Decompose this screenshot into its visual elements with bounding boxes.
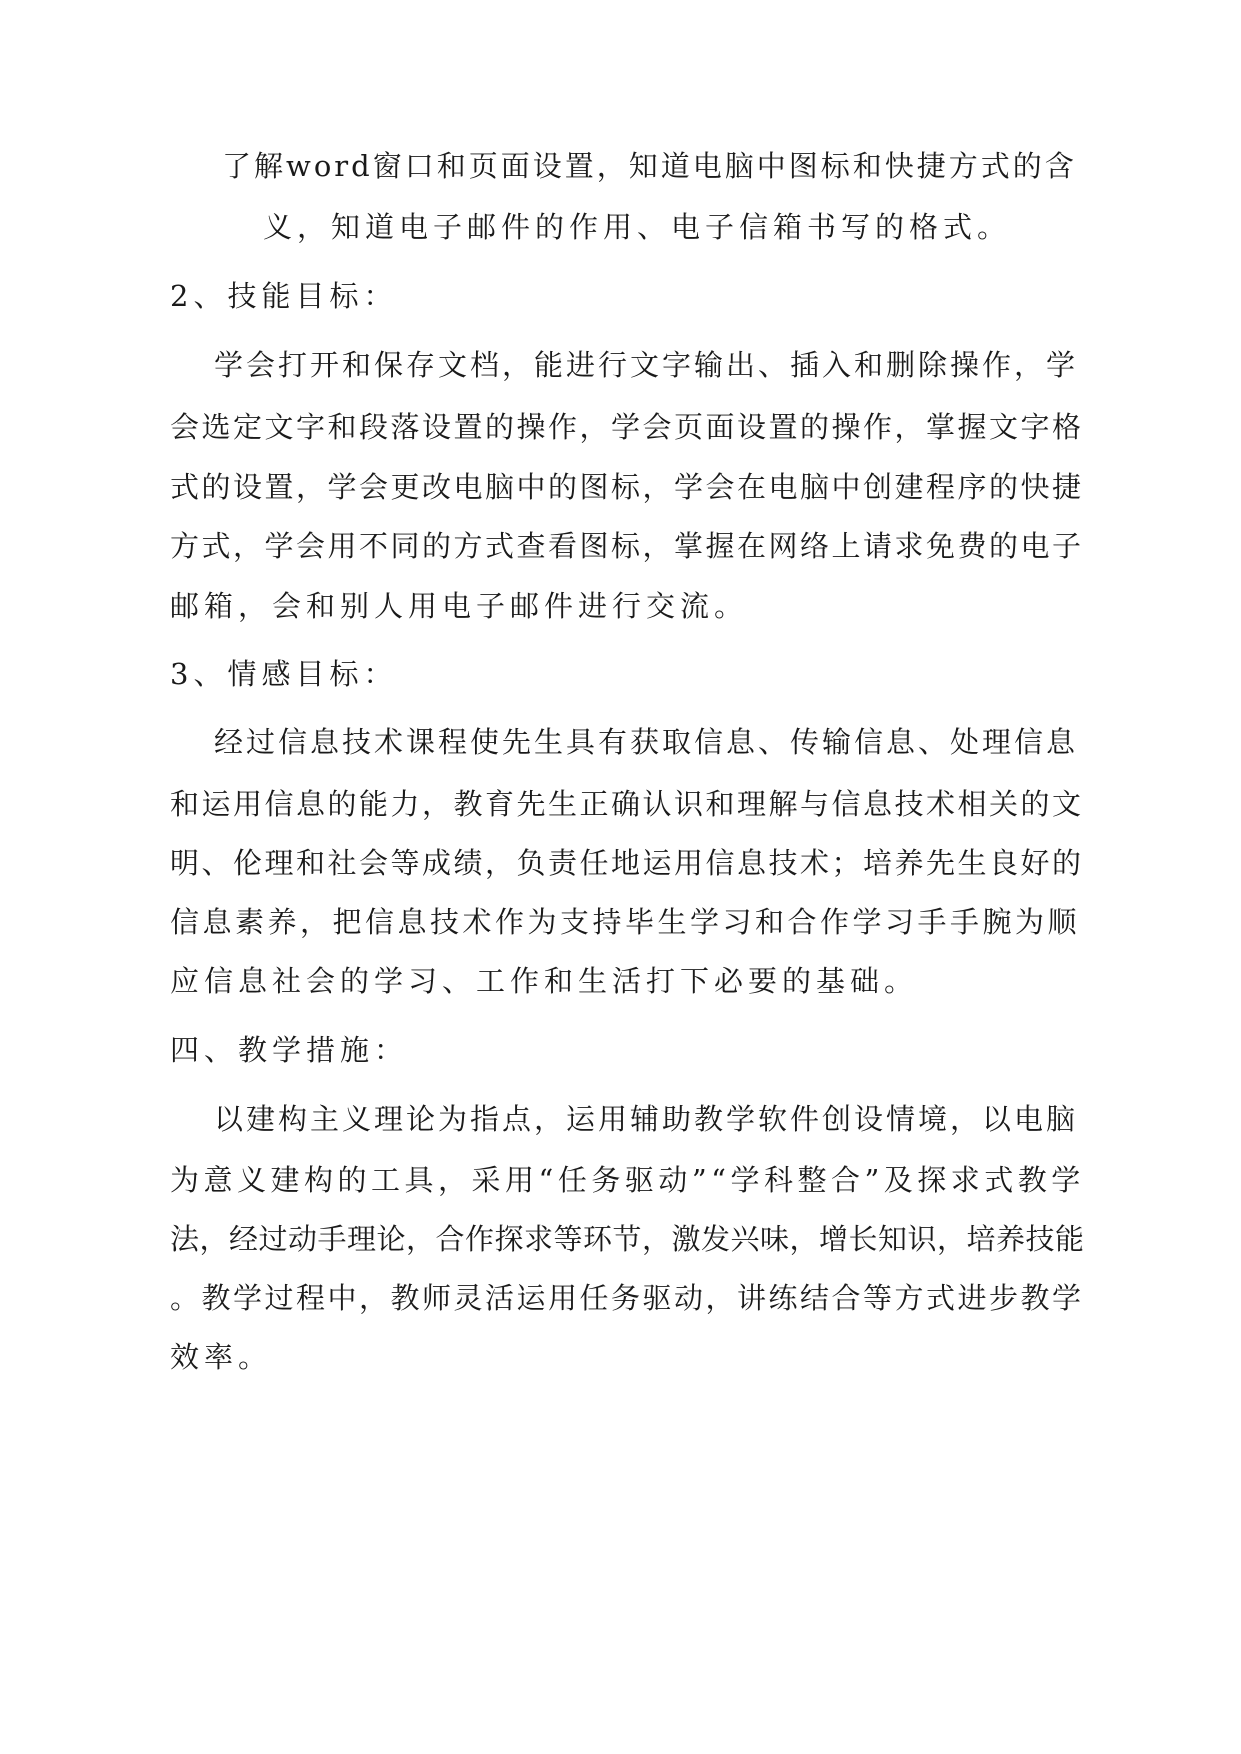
paragraph-line: 方式，学会用不同的方式查看图标，掌握在网络上请求免费的电子 [170, 529, 1084, 563]
paragraph-line: 义，知道电子邮件的作用、电子信箱书写的格式。 [263, 210, 1012, 244]
paragraph-line: 了解word窗口和页面设置，知道电脑中图标和快捷方式的含 [222, 149, 1077, 183]
section-heading: 2、技能目标： [170, 279, 398, 313]
paragraph-line: 为意义建构的工具，采用“任务驱动”“学科整合”及探求式教学 [170, 1163, 1085, 1197]
paragraph-line: 。教学过程中，教师灵活运用任务驱动，讲练结合等方式进步教学 [170, 1281, 1084, 1315]
paragraph-line: 法，经过动手理论，合作探求等环节，激发兴味，增长知识，培养技能 [170, 1222, 1085, 1256]
paragraph-line: 邮箱，会和别人用电子邮件进行交流。 [170, 589, 749, 623]
section-heading: 四、教学措施： [170, 1033, 409, 1067]
paragraph-line: 效率。 [170, 1340, 273, 1374]
paragraph-line: 式的设置，学会更改电脑中的图标，学会在电脑中创建程序的快捷 [170, 470, 1084, 504]
paragraph-line: 和运用信息的能力，教育先生正确认识和理解与信息技术相关的文 [170, 787, 1084, 821]
paragraph-line: 学会打开和保存文档，能进行文字输出、插入和删除操作，学 [214, 348, 1079, 382]
paragraph-line: 信息素养，把信息技术作为支持毕生学习和合作学习手手腕为顺 [170, 905, 1081, 939]
paragraph-line: 明、伦理和社会等成绩，负责任地运用信息技术；培养先生良好的 [170, 846, 1084, 880]
section-heading: 3、情感目标： [170, 657, 398, 691]
paragraph-line: 会选定文字和段落设置的操作，学会页面设置的操作，掌握文字格 [170, 410, 1084, 444]
paragraph-line: 经过信息技术课程使先生具有获取信息、传输信息、处理信息 [214, 725, 1079, 759]
paragraph-line: 应信息社会的学习、工作和生活打下必要的基础。 [170, 964, 919, 998]
paragraph-line: 以建构主义理论为指点，运用辅助教学软件创设情境，以电脑 [214, 1102, 1079, 1136]
